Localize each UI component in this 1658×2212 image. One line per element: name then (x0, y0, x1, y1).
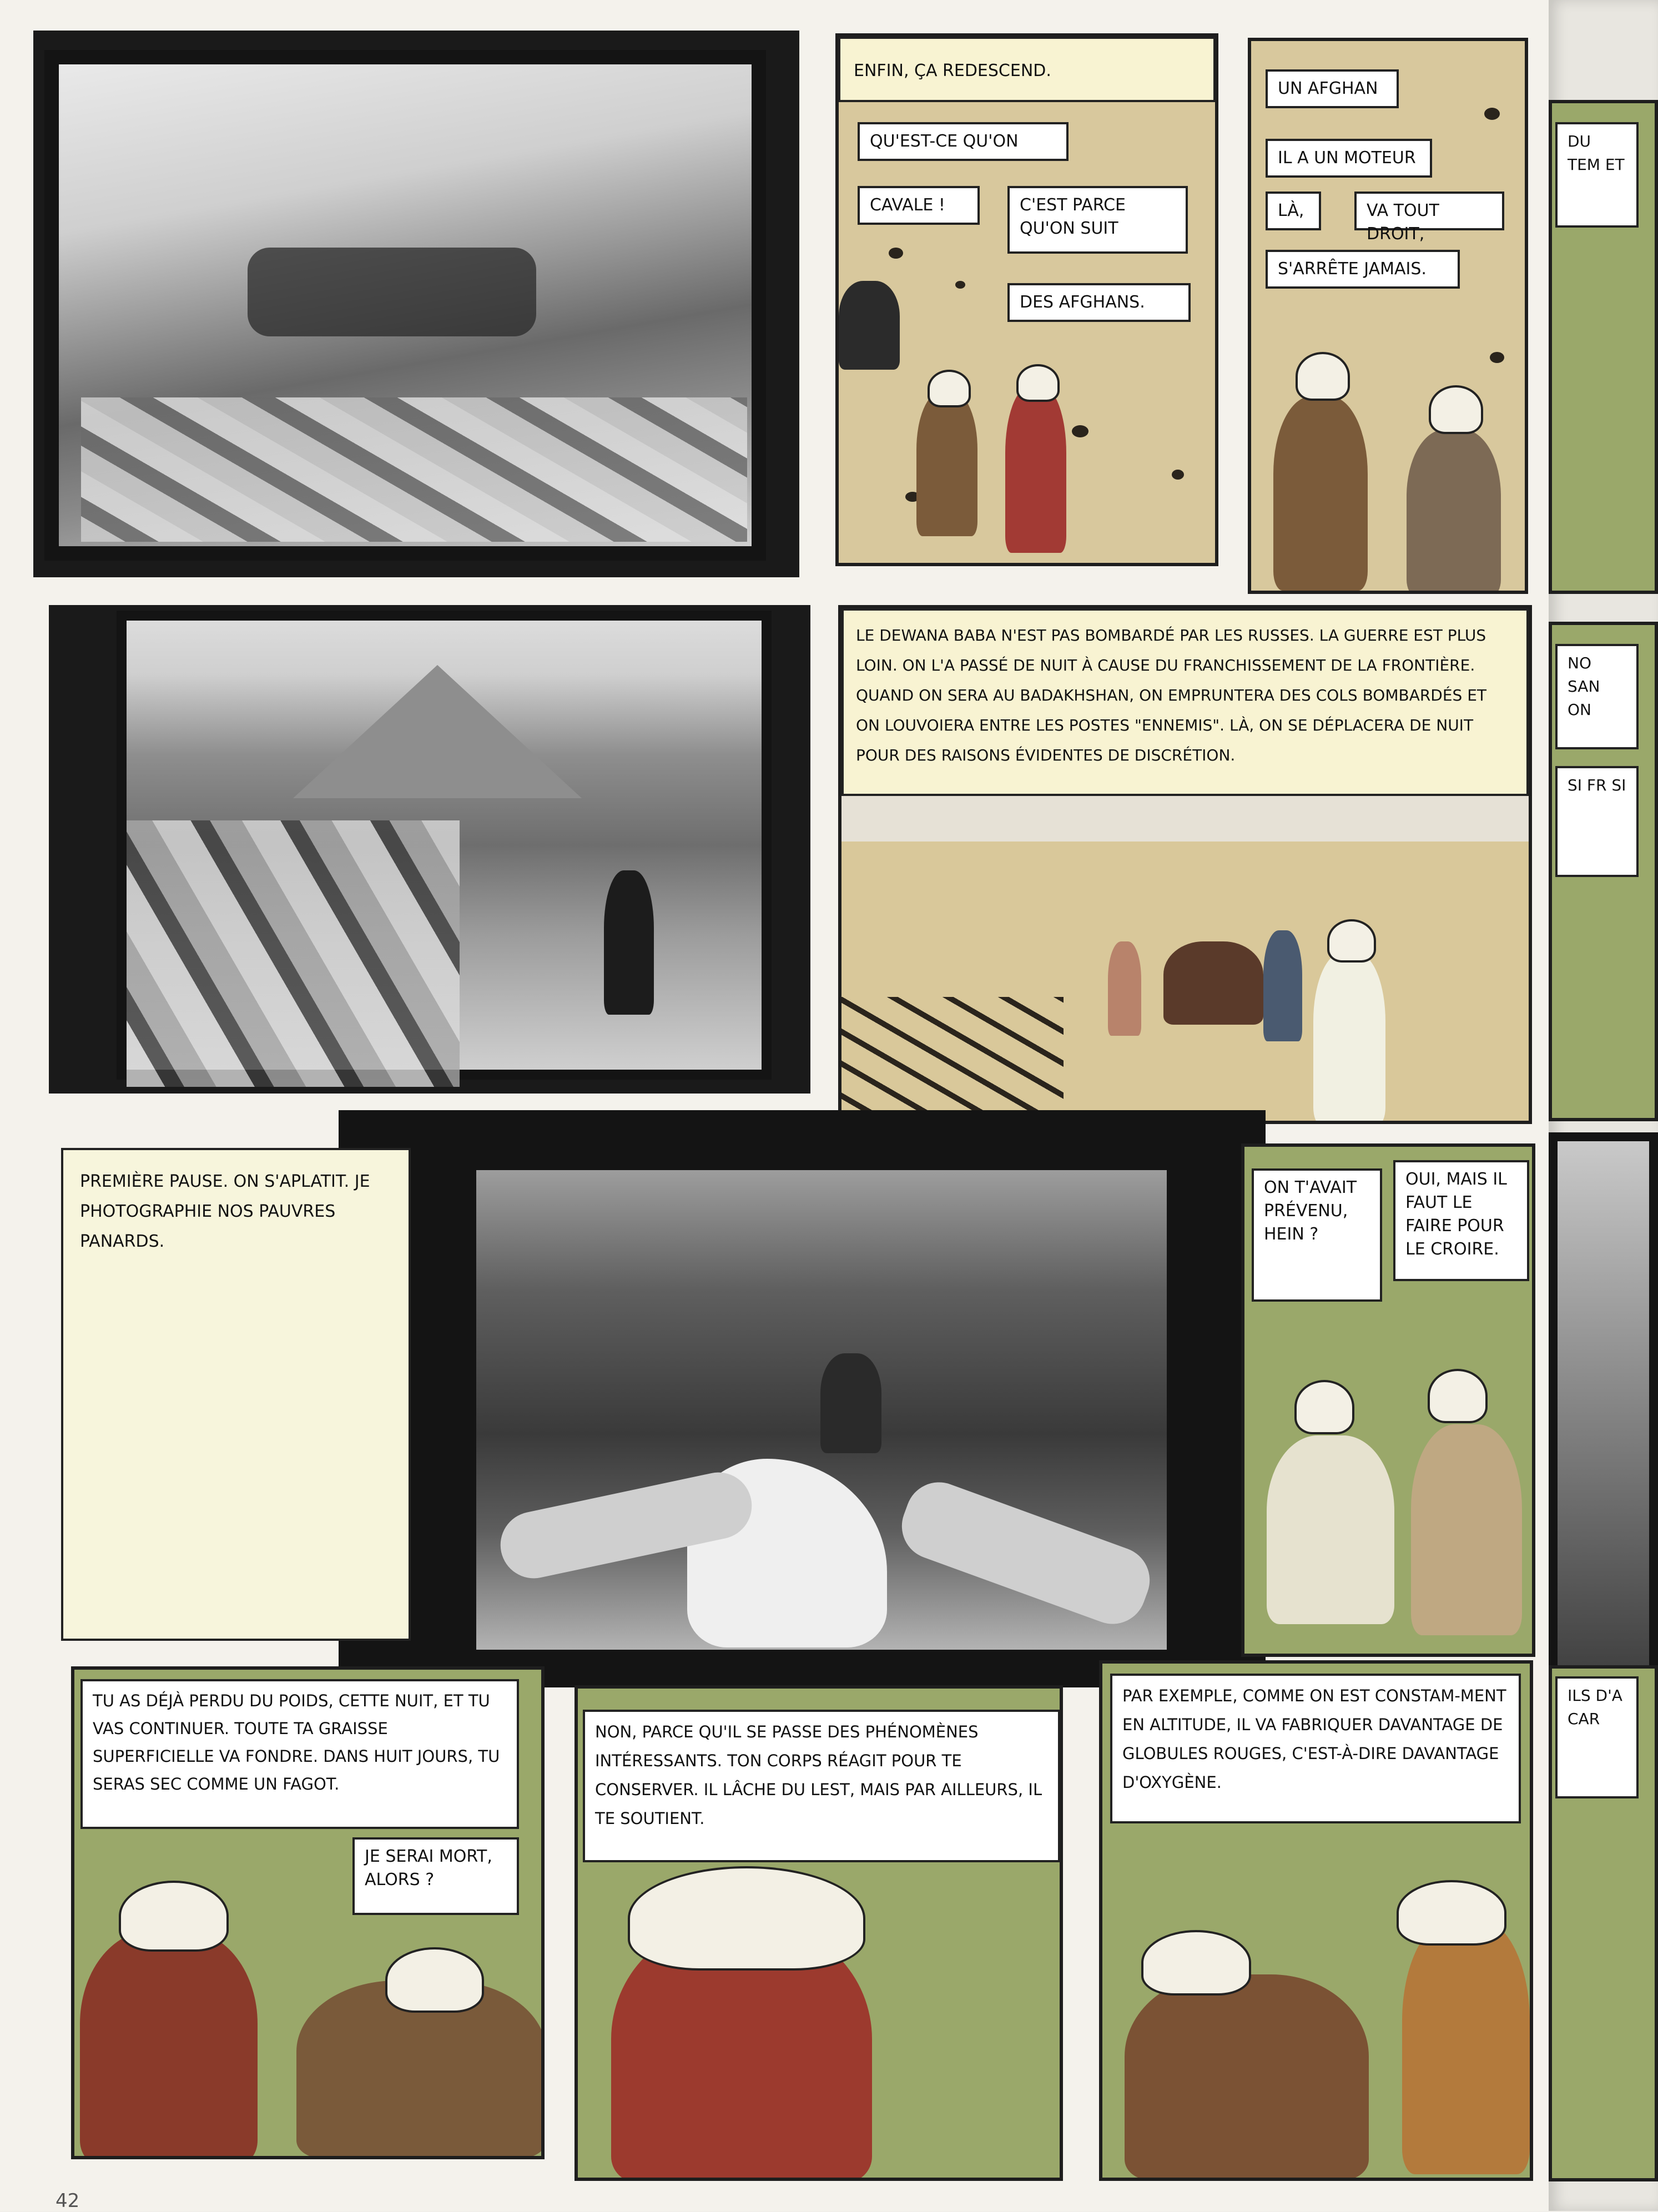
photo-mountain-path (117, 611, 772, 1080)
pakol-hat (1141, 1930, 1251, 1996)
bubble-poids: TU AS DÉJÀ PERDU DU POIDS, CETTE NUIT, ET TU VAS CONTINUER. TOUTE TA GRAISSE SUPERFICIELLE VA FONDRE. DANS HUIT JOURS, TU SERAS SEC COMME UN FAGOT. (80, 1679, 519, 1829)
photo-mules-on-slope (44, 50, 766, 561)
bubble-non: NON, PARCE QU'IL SE PASSE DES PHÉNOMÈNES INTÉRESSANTS. TON CORPS RÉAGIT POUR TE CONSERVER. IL LÂCHE DU LEST, MAIS PAR AILLEURS, IL TE SOUTIENT. (583, 1710, 1060, 1862)
pakol-hat (1294, 1380, 1354, 1434)
pakol-hat (1428, 1369, 1488, 1423)
pakol-hat (928, 370, 971, 407)
bubble-un-afghan: UN AFGHAN (1266, 69, 1399, 108)
caption-enfin: ENFIN, ÇA REDESCEND. (838, 37, 1216, 102)
bubble-la: LÀ, (1266, 192, 1321, 230)
bubble-arrete: S'ARRÊTE JAMAIS. (1266, 250, 1460, 289)
afghan-figure-right (1407, 430, 1501, 594)
bubble-croire: OUI, MAIS IL FAUT LE FAIRE POUR LE CROIRE. (1393, 1160, 1529, 1281)
pakol-hat (628, 1866, 865, 1971)
bubble-prevenu: ON T'AVAIT PRÉVENU, HEIN ? (1252, 1168, 1382, 1302)
bubble-cavale: CAVALE ! (858, 186, 980, 225)
next-page-bubble-4: ILS D'A CAR (1555, 1676, 1639, 1798)
afghan-figure-front (1313, 953, 1385, 1124)
pakol-hat (119, 1881, 229, 1952)
bubble-mort: JE SERAI MORT, ALORS ? (352, 1837, 519, 1915)
seated-photographer (820, 1353, 881, 1453)
bubble-moteur: IL A UN MOTEUR (1266, 139, 1432, 178)
bubble-exemple: PAR EXEMPLE, COMME ON EST CONSTAM-MENT EN ALTITUDE, IL VA FABRIQUER DAVANTAGE DE GLOBULES ROUGES, C'EST-À-DIRE DAVANTAGE D'OXYGÈNE. (1110, 1674, 1521, 1823)
next-page-bubble-3: SI FR SI (1555, 766, 1639, 877)
bubble-quest: QU'EST-CE QU'ON (858, 122, 1069, 161)
pakol-hat (1327, 919, 1376, 963)
walker-figure (604, 870, 654, 1015)
walker-figure (1108, 941, 1141, 1036)
man-with-glasses (1402, 1919, 1530, 2174)
man-with-camera (80, 1931, 258, 2159)
panel-afghan-engine (1248, 38, 1528, 594)
next-page-bubble-2: NO SAN ON (1555, 644, 1639, 749)
photo-resting-men (466, 1160, 1177, 1660)
pakol-hat (1016, 364, 1060, 402)
afghan-figure-left (916, 392, 977, 536)
pakol-hat (1429, 385, 1483, 434)
page-number: 42 (56, 2190, 80, 2212)
pakol-hat (1296, 352, 1350, 401)
man-lying-back (1125, 1974, 1369, 2180)
bubble-afghans: DES AFGHANS. (1007, 283, 1191, 322)
walker-figure (1263, 930, 1302, 1041)
pakol-hat (385, 1947, 484, 2013)
next-page-bubble-1: DU TEM ET (1555, 122, 1639, 228)
bubble-droit: VA TOUT DROIT, (1354, 192, 1504, 230)
photographer-man (1411, 1424, 1522, 1635)
lying-man-left (1267, 1435, 1394, 1624)
afghan-figure-right (1005, 386, 1066, 553)
next-page-edge (1549, 0, 1658, 2211)
afghan-figure-left (1273, 396, 1368, 591)
mule-head (839, 281, 900, 370)
next-page-photo (1549, 1132, 1658, 1687)
pakol-hat (1397, 1880, 1506, 1946)
caption-dewana: LE DEWANA BABA N'EST PAS BOMBARDÉ PAR LES RUSSES. LA GUERRE EST PLUS LOIN. ON L'A PASSÉ DE NUIT À CAUSE DU FRANCHISSEMENT DE LA FRONTIÈRE. QUAND ON SERA AU BADAKHSHAN, ON EMPRUNTERA DES COLS BOMBARDÉS ET ON LOUVOIERA ENTRE LES POSTES "ENNEMIS". LÀ, ON SE DÉPLACERA DE NUIT POUR DES RAISONS ÉVIDENTES DE DISCRÉTION. (841, 608, 1529, 796)
mule-figure (1163, 941, 1263, 1025)
bubble-parce: C'EST PARCE QU'ON SUIT (1007, 186, 1188, 254)
caption-pause: PREMIÈRE PAUSE. ON S'APLATIT. JE PHOTOGRAPHIE NOS PAUVRES PANARDS. (61, 1148, 411, 1641)
